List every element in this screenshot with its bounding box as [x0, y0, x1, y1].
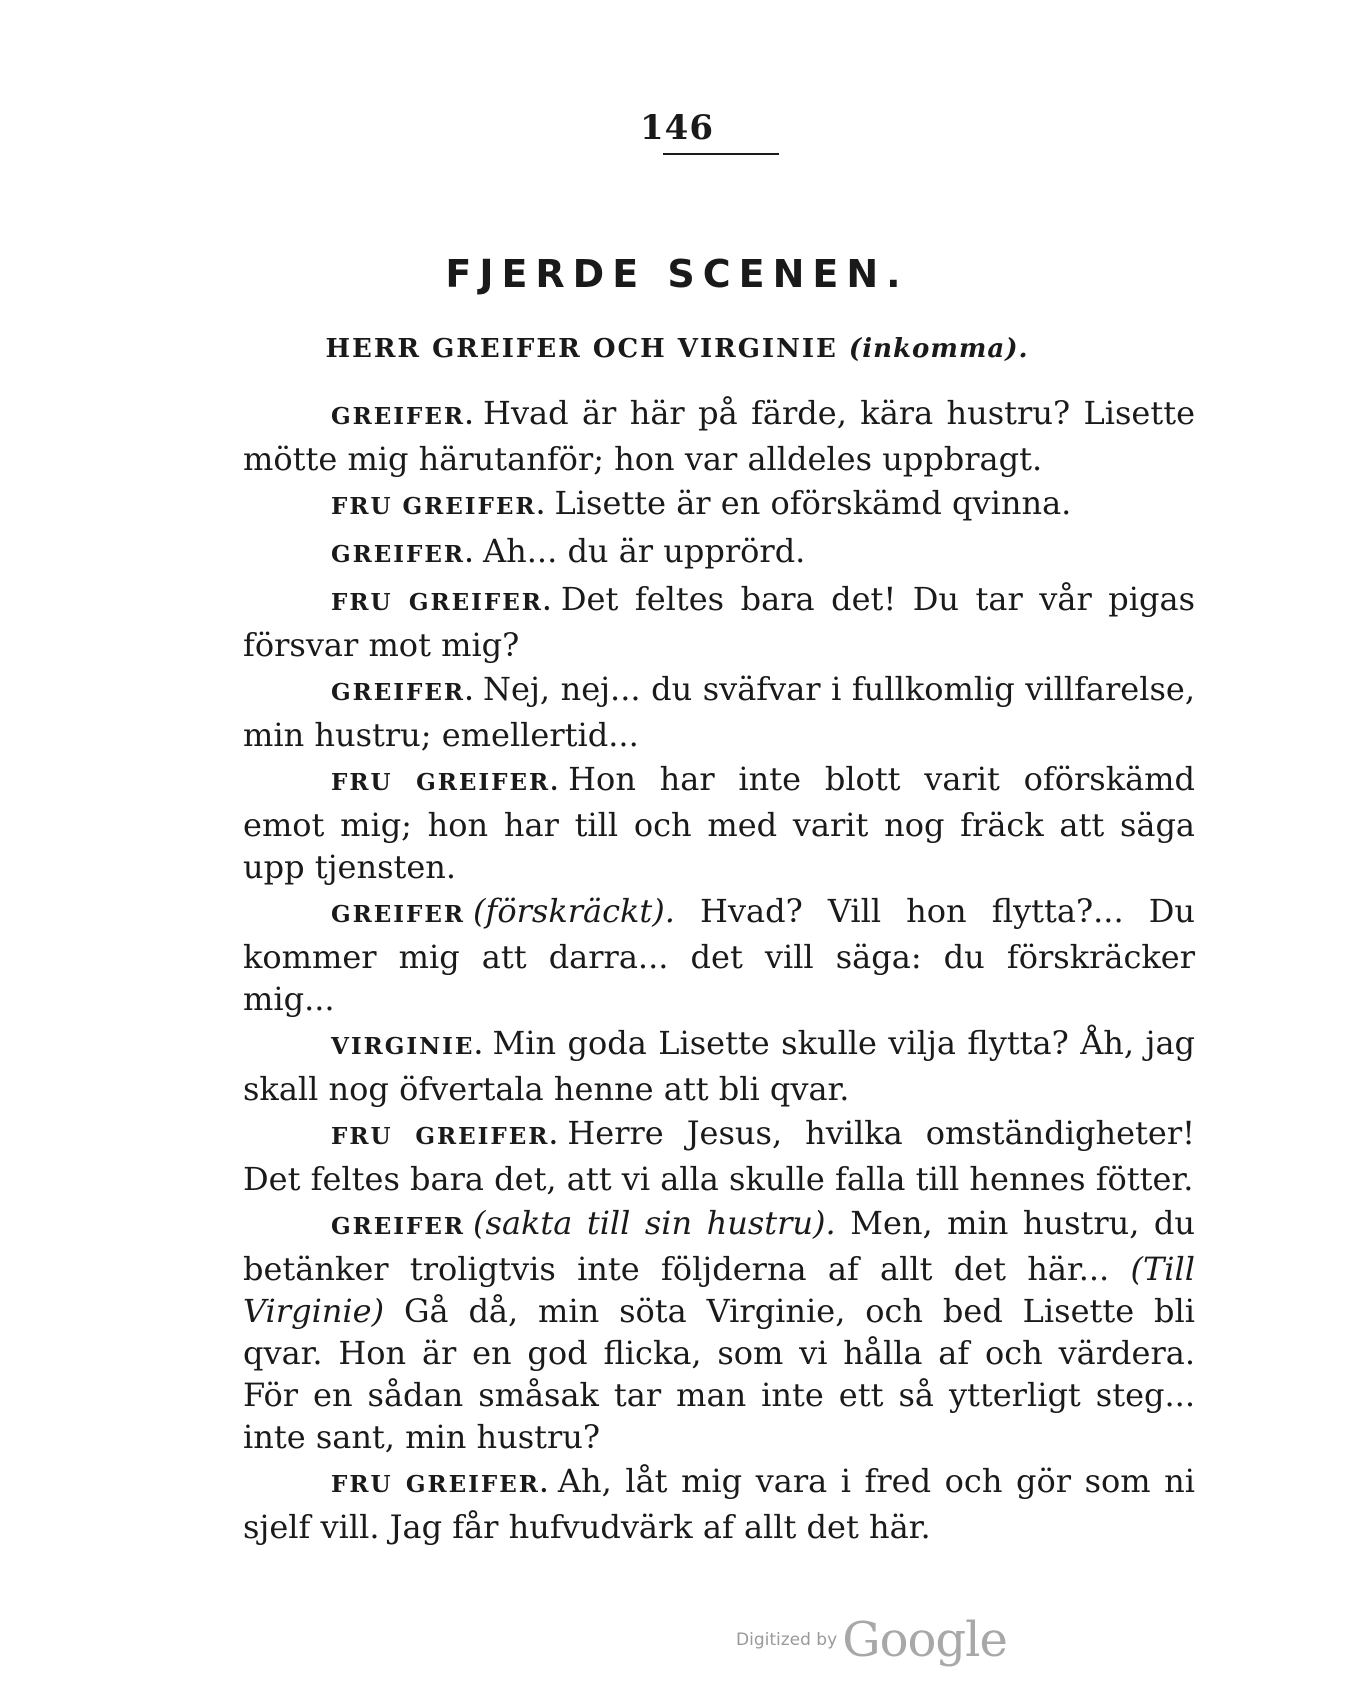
stage-direction: (Till Virginie)	[243, 1250, 1195, 1330]
speech-text: Nej, nej... du sväfvar i fullkomlig villfarelse, min hustru; emellertid...	[243, 670, 1195, 754]
speech-text: Herre Jesus, hvilka omständigheter! Det feltes bara det, att vi alla skulle falla till hennes fötter.	[243, 1114, 1195, 1198]
speech	[243, 1022, 1195, 1110]
google-logo: Google	[842, 1612, 1007, 1668]
digitized-label: Digitized by	[736, 1630, 838, 1650]
digitized-watermark	[736, 1612, 1007, 1668]
cast-names: HERR GREIFER OCH VIRGINIE	[325, 334, 838, 364]
speech	[243, 482, 1195, 528]
speech	[243, 530, 1195, 576]
speaker-name: GREIFER	[331, 1213, 466, 1240]
speaker-name: GREIFER	[331, 901, 466, 928]
speaker-name: FRU GREIFER.	[331, 1471, 550, 1498]
speech-text: Hvad? Vill hon flytta?... Du kommer mig att darra... det vill säga: du förskräcker mig...	[243, 892, 1195, 1018]
speech	[243, 1202, 1195, 1458]
stage-direction: (sakta till sin hustru).	[473, 1204, 836, 1242]
stage-direction: (förskräckt).	[473, 892, 675, 930]
speech-text: Det feltes bara det! Du tar vår pigas försvar mot mig?	[243, 580, 1195, 664]
speaker-name: VIRGINIE.	[331, 1033, 485, 1060]
speech	[243, 890, 1195, 1020]
page-number-rule	[663, 153, 779, 155]
speaker-name: GREIFER.	[331, 541, 476, 568]
speech-text: Lisette är en oförskämd qvinna.	[554, 484, 1072, 522]
speech	[243, 578, 1195, 666]
speech	[243, 392, 1195, 480]
scene-title: FJERDE SCENEN.	[445, 252, 909, 296]
cast-direction: (inkomma).	[848, 334, 1029, 364]
speech-text: Ah, låt mig vara i fred och gör som ni sjelf vill. Jag får hufvudvärk af allt det här.	[243, 1462, 1196, 1546]
speech-text: Men, min hustru, du betänker troligtvis inte följderna af allt det här...	[243, 1204, 1196, 1288]
speech-text: Min goda Lisette skulle vilja flytta? Åh, jag skall nog öfvertala henne att bli qvar.	[243, 1024, 1195, 1108]
speech	[243, 1112, 1195, 1200]
page-number: 146	[640, 108, 714, 148]
speaker-name: FRU GREIFER.	[331, 769, 561, 796]
cast-line	[0, 334, 1354, 364]
speech-text: Ah... du är upprörd.	[483, 532, 806, 570]
speech-text: Hvad är här på färde, kära hustru? Lisette mötte mig härutanför; hon var alldeles uppbragt.	[243, 394, 1195, 478]
speaker-name: FRU GREIFER.	[331, 493, 547, 520]
speech	[243, 668, 1195, 756]
speaker-name: FRU GREIFER.	[331, 1123, 560, 1150]
speech	[243, 758, 1195, 888]
speaker-name: GREIFER.	[331, 403, 476, 430]
speaker-name: FRU GREIFER.	[331, 589, 553, 616]
speaker-name: GREIFER.	[331, 679, 476, 706]
dialogue-body	[243, 392, 1195, 1550]
speech	[243, 1460, 1195, 1548]
speech-text: Gå då, min söta Virginie, och bed Lisette bli qvar. Hon är en god flicka, som vi hålla af och värdera. För en sådan småsak tar man inte ett så ytterligt steg... inte sant, min hustru?	[243, 1292, 1196, 1456]
speech-text: Hon har inte blott varit oförskämd emot mig; hon har till och med varit nog fräck att säga upp tjensten.	[243, 760, 1196, 886]
